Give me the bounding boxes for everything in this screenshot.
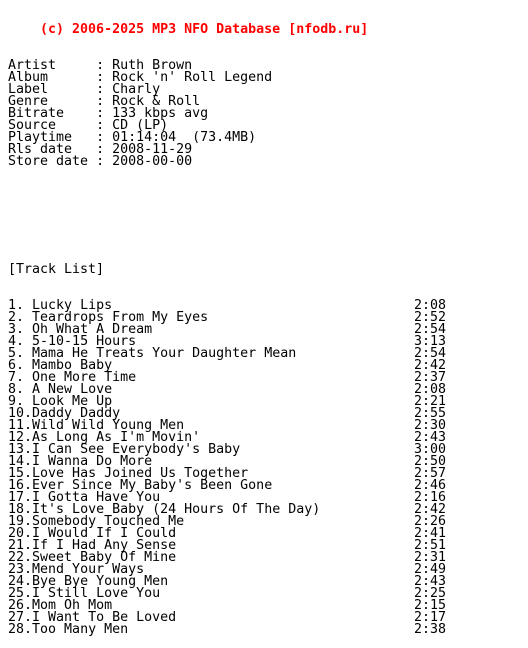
info-value: 01:14:04 (73.4MB) bbox=[112, 130, 257, 145]
track-number: 18. bbox=[8, 502, 33, 517]
track-title: Mama He Treats Your Daughter Mean bbox=[32, 346, 297, 361]
track-title: I Wanna Do More bbox=[32, 454, 153, 469]
tracklist-title: [Track List] bbox=[8, 262, 105, 277]
track-number: 24. bbox=[8, 574, 33, 589]
track-duration: 2:51 bbox=[414, 538, 447, 553]
info-label: Rls date bbox=[8, 142, 97, 157]
info-label: Store date bbox=[8, 154, 97, 169]
track-number: 8. bbox=[8, 382, 33, 397]
track-number: 6. bbox=[8, 358, 33, 373]
track-title: Teardrops From My Eyes bbox=[32, 310, 209, 325]
track-title: Bye Bye Young Men bbox=[32, 574, 169, 589]
info-separator: : bbox=[96, 142, 113, 157]
nfo-document bbox=[8, 0, 447, 648]
info-value: Ruth Brown bbox=[112, 58, 193, 73]
track-duration: 2:55 bbox=[414, 406, 447, 421]
track-title: Sweet Baby Of Mine bbox=[32, 550, 177, 565]
track-number: 16. bbox=[8, 478, 33, 493]
track-duration: 2:41 bbox=[414, 526, 447, 541]
track-number: 23. bbox=[8, 562, 33, 577]
track-number: 1. bbox=[8, 298, 33, 313]
track-number: 27. bbox=[8, 610, 33, 625]
track-title: I Would If I Could bbox=[32, 526, 177, 541]
track-duration: 3:00 bbox=[414, 442, 447, 457]
track-duration: 2:15 bbox=[414, 598, 447, 613]
track-duration: 2:43 bbox=[414, 574, 447, 589]
track-duration: 2:21 bbox=[414, 394, 447, 409]
info-value: Charly bbox=[112, 82, 161, 97]
track-title: As Long As I'm Movin' bbox=[32, 430, 201, 445]
track-duration: 2:49 bbox=[414, 562, 447, 577]
track-duration: 2:43 bbox=[414, 430, 447, 445]
track-title: Too Many Men bbox=[32, 622, 129, 637]
info-separator: : bbox=[96, 106, 113, 121]
track-duration: 2:08 bbox=[414, 298, 447, 313]
track-number: 4. bbox=[8, 334, 33, 349]
track-duration: 2:57 bbox=[414, 466, 447, 481]
track-number: 21. bbox=[8, 538, 33, 553]
info-label: Bitrate bbox=[8, 106, 97, 121]
track-number: 19. bbox=[8, 514, 33, 529]
track-number: 20. bbox=[8, 526, 33, 541]
track-number: 25. bbox=[8, 586, 33, 601]
track-number: 14. bbox=[8, 454, 33, 469]
info-separator: : bbox=[96, 130, 113, 145]
track-duration: 2:50 bbox=[414, 454, 447, 469]
track-row bbox=[8, 622, 447, 637]
track-number: 22. bbox=[8, 550, 33, 565]
track-number: 2. bbox=[8, 310, 33, 325]
info-label: Artist bbox=[8, 58, 97, 73]
track-number: 3. bbox=[8, 322, 33, 337]
track-duration: 2:37 bbox=[414, 370, 447, 385]
track-duration: 2:08 bbox=[414, 382, 447, 397]
info-row bbox=[8, 156, 368, 168]
track-duration: 2:38 bbox=[414, 622, 447, 637]
release-info bbox=[8, 60, 368, 168]
track-number: 11. bbox=[8, 418, 33, 433]
info-value: 133 kbps avg bbox=[112, 106, 209, 121]
track-duration: 2:30 bbox=[414, 418, 447, 433]
track-number: 9. bbox=[8, 394, 33, 409]
info-value: Rock & Roll bbox=[112, 94, 201, 109]
track-title: I Can See Everybody's Baby bbox=[32, 442, 241, 457]
info-label: Label bbox=[8, 82, 97, 97]
info-separator: : bbox=[96, 154, 113, 169]
info-value: CD (LP) bbox=[112, 118, 169, 133]
info-value: 2008-00-00 bbox=[112, 154, 193, 169]
track-duration: 2:25 bbox=[414, 586, 447, 601]
track-title: 5-10-15 Hours bbox=[32, 334, 137, 349]
info-separator: : bbox=[96, 58, 113, 73]
track-title: I Still Love You bbox=[32, 586, 161, 601]
track-title: A New Love bbox=[32, 382, 113, 397]
info-separator: : bbox=[96, 82, 113, 97]
track-number: 13. bbox=[8, 442, 33, 457]
track-title: Wild Wild Young Men bbox=[32, 418, 185, 433]
track-duration: 2:42 bbox=[414, 502, 447, 517]
track-title: Mom Oh Mom bbox=[32, 598, 113, 613]
info-label: Source bbox=[8, 118, 97, 133]
info-label: Playtime bbox=[8, 130, 97, 145]
track-title: Somebody Touched Me bbox=[32, 514, 185, 529]
track-number: 26. bbox=[8, 598, 33, 613]
track-title: Oh What A Dream bbox=[32, 322, 153, 337]
info-label: Genre bbox=[8, 94, 97, 109]
track-duration: 2:42 bbox=[414, 358, 447, 373]
track-title: Mambo Baby bbox=[32, 358, 113, 373]
track-duration: 2:54 bbox=[414, 346, 447, 361]
site-header: (c) 2006-2025 MP3 NFO Database [nfodb.ru] bbox=[8, 22, 369, 37]
track-number: 28. bbox=[8, 622, 33, 637]
track-title: Look Me Up bbox=[32, 394, 113, 409]
track-title: Daddy Daddy bbox=[32, 406, 121, 421]
blank-line bbox=[8, 192, 368, 204]
track-title: Ever Since My Baby's Been Gone bbox=[32, 478, 273, 493]
track-number: 17. bbox=[8, 490, 33, 505]
track-duration: 2:16 bbox=[414, 490, 447, 505]
blank-line bbox=[8, 228, 368, 240]
track-duration: 2:17 bbox=[414, 610, 447, 625]
track-list bbox=[8, 298, 447, 637]
track-number: 12. bbox=[8, 430, 33, 445]
track-duration: 2:52 bbox=[414, 310, 447, 325]
track-duration: 2:54 bbox=[414, 322, 447, 337]
track-title: One More Time bbox=[32, 370, 137, 385]
track-title: It's Love Baby (24 Hours Of The Day) bbox=[32, 502, 321, 517]
track-duration: 3:13 bbox=[414, 334, 447, 349]
info-separator: : bbox=[96, 94, 113, 109]
track-title: Lucky Lips bbox=[32, 298, 113, 313]
track-title: I Gotta Have You bbox=[32, 490, 161, 505]
info-separator: : bbox=[96, 118, 113, 133]
info-value: Rock 'n' Roll Legend bbox=[112, 70, 273, 85]
track-duration: 2:31 bbox=[414, 550, 447, 565]
track-title: Mend Your Ways bbox=[32, 562, 145, 577]
track-number: 10. bbox=[8, 406, 33, 421]
info-separator: : bbox=[96, 70, 113, 85]
track-number: 15. bbox=[8, 466, 33, 481]
track-number: 5. bbox=[8, 346, 33, 361]
track-duration: 2:26 bbox=[414, 514, 447, 529]
info-value: 2008-11-29 bbox=[112, 142, 193, 157]
track-title: Love Has Joined Us Together bbox=[32, 466, 249, 481]
track-duration: 2:46 bbox=[414, 478, 447, 493]
track-number: 7. bbox=[8, 370, 33, 385]
track-title: If I Had Any Sense bbox=[32, 538, 177, 553]
info-label: Album bbox=[8, 70, 97, 85]
track-title: I Want To Be Loved bbox=[32, 610, 177, 625]
